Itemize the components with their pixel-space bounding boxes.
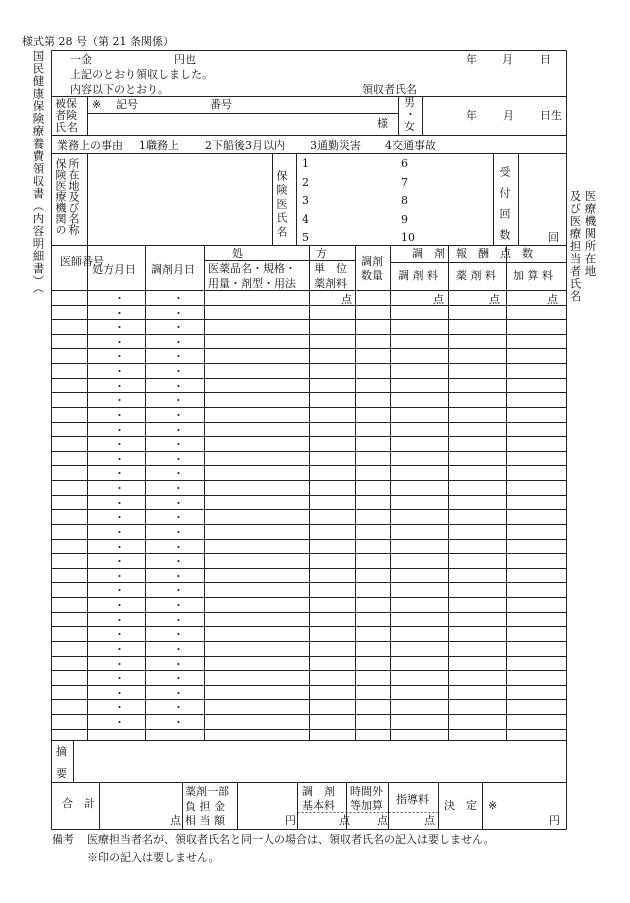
cause-option-1: 1職務上	[139, 139, 179, 152]
overtime-label-1: 時間外	[350, 785, 383, 798]
date-separator-dot: ・	[114, 555, 125, 568]
doctor-number-8: 8	[401, 194, 408, 207]
total-label: 合 計	[62, 797, 95, 810]
cause-option-3: 3通勤災害	[310, 139, 361, 152]
date-separator-dot: ・	[173, 701, 184, 714]
date-separator-dot: ・	[114, 672, 125, 685]
guidance-point-unit: 点	[424, 814, 435, 827]
date-separator-dot: ・	[173, 409, 184, 422]
date-separator-dot: ・	[114, 467, 125, 480]
date-separator-dot: ・	[114, 658, 125, 671]
decision-mark: ※	[488, 799, 498, 812]
points-header: 調 剤 報 酬 点 数	[412, 247, 533, 260]
birth-year-label: 年	[466, 109, 477, 122]
receipt-day-label: 日	[540, 53, 551, 66]
insured-label-3: 氏	[55, 121, 66, 134]
date-separator-dot: ・	[114, 409, 125, 422]
date-separator-dot: ・	[114, 526, 125, 539]
insured-label-1: 被保	[55, 97, 77, 110]
date-separator-dot: ・	[173, 599, 184, 612]
decision-label: 決 定	[444, 799, 477, 812]
receipt-count-label: 受付回数	[498, 166, 511, 250]
summary-label-2: 要	[56, 767, 67, 780]
date-separator-dot: ・	[173, 350, 184, 363]
prescription-header-1: 処	[232, 247, 243, 260]
insured-label-4: 名	[67, 121, 78, 134]
date-separator-dot: ・	[173, 394, 184, 407]
amount-unit: 円也	[174, 53, 196, 66]
date-separator-dot: ・	[114, 584, 125, 597]
date-separator-dot: ・	[114, 336, 125, 349]
notes-line-2: ※印の記入は要しません。	[87, 851, 220, 864]
doctor-label: 保険医氏名	[275, 170, 288, 240]
birth-day-label: 日生	[540, 109, 562, 122]
overtime-label-2: 等加算	[350, 799, 383, 812]
notes-line-1: 医療担当者名が、領収者氏名と同一人の場合は、領収者氏名の記入は要しません。	[87, 833, 495, 846]
date-separator-dot: ・	[114, 380, 125, 393]
sama-label: 様	[377, 117, 388, 130]
number-label: 番号	[210, 98, 232, 111]
date-separator-dot: ・	[114, 350, 125, 363]
date-separator-dot: ・	[173, 365, 184, 378]
date-separator-dot: ・	[173, 321, 184, 334]
basic-fee-label-1: 調 剤	[302, 785, 335, 798]
amount-prefix: 一金	[70, 53, 92, 66]
date-separator-dot: ・	[173, 424, 184, 437]
drug-point-mark: 点	[489, 293, 500, 306]
asterisk-mark: ※	[92, 98, 102, 111]
date-separator-dot: ・	[114, 716, 125, 729]
copay-label-2: 負 担 金	[185, 800, 225, 813]
dispense-date-header: 調剤月日	[151, 263, 195, 276]
receipt-year-label: 年	[466, 53, 477, 66]
basic-point-unit: 点	[339, 814, 350, 827]
prescription-header-2: 方	[316, 247, 327, 260]
date-separator-dot: ・	[114, 599, 125, 612]
form-title: 国民健康保険療養費領収書（内容明細書）（	[31, 50, 46, 295]
doctor-number-4: 4	[302, 213, 309, 226]
institution-label-2: 所在地及び名称	[67, 158, 80, 235]
date-separator-dot: ・	[173, 438, 184, 451]
date-separator-dot: ・	[173, 584, 184, 597]
institution-label-1: 保険医療機関の	[54, 158, 67, 235]
copay-label-3: 相 当 額	[185, 814, 225, 827]
date-separator-dot: ・	[173, 628, 184, 641]
date-separator-dot: ・	[173, 307, 184, 320]
sex-male: 男	[404, 96, 415, 109]
date-separator-dot: ・	[114, 497, 125, 510]
doctor-name-label: 及び医療担当者氏名	[568, 190, 583, 303]
cause-option-4: 4交通事故	[385, 139, 436, 152]
date-separator-dot: ・	[173, 541, 184, 554]
date-separator-dot: ・	[114, 570, 125, 583]
date-separator-dot: ・	[114, 307, 125, 320]
birth-month-label: 月	[503, 109, 514, 122]
date-separator-dot: ・	[173, 497, 184, 510]
unit-point-mark: 点	[341, 293, 352, 306]
cause-label: 業務上の事由	[57, 139, 123, 152]
add-fee-header: 加 算 料	[513, 269, 553, 282]
unit-header-1: 単 位	[314, 262, 347, 275]
date-separator-dot: ・	[114, 628, 125, 641]
date-separator-dot: ・	[114, 511, 125, 524]
total-point-unit: 点	[170, 814, 181, 827]
date-separator-dot: ・	[114, 394, 125, 407]
unit-header-2: 薬剤料	[314, 277, 347, 290]
doctor-number-1: 1	[302, 157, 309, 170]
date-separator-dot: ・	[173, 482, 184, 495]
symbol-label: 記号	[116, 98, 138, 111]
date-separator-dot: ・	[173, 658, 184, 671]
sex-female: 女	[404, 120, 415, 133]
qty-header-2: 数量	[361, 269, 383, 282]
doctor-number-3: 3	[302, 194, 309, 207]
date-separator-dot: ・	[173, 614, 184, 627]
date-separator-dot: ・	[114, 321, 125, 334]
date-separator-dot: ・	[114, 482, 125, 495]
date-separator-dot: ・	[173, 687, 184, 700]
receipt-statement: 上記のとおり領収しました。	[70, 68, 213, 81]
dispense-fee-header: 調 剤 料	[398, 269, 438, 282]
rx-date-header: 処方月日	[92, 263, 136, 276]
date-separator-dot: ・	[173, 453, 184, 466]
date-separator-dot: ・	[114, 687, 125, 700]
copay-yen: 円	[285, 814, 296, 827]
insured-label-2: 者険	[55, 109, 77, 122]
copay-label-1: 薬剤一部	[185, 785, 229, 798]
recipient-name-label: 領収者氏名	[362, 83, 417, 96]
doctor-number-10: 10	[401, 231, 415, 244]
overtime-point-unit: 点	[377, 814, 388, 827]
doctor-number-7: 7	[401, 176, 408, 189]
date-separator-dot: ・	[114, 701, 125, 714]
date-separator-dot: ・	[173, 716, 184, 729]
cause-option-2: 2下船後3月以内	[205, 139, 285, 152]
drug-info-header-2: 用量・剤型・用法	[208, 277, 296, 290]
date-separator-dot: ・	[114, 365, 125, 378]
notes-label: 備考	[52, 833, 74, 846]
doctor-number-2: 2	[302, 176, 309, 189]
date-separator-dot: ・	[114, 424, 125, 437]
basic-fee-label-2: 基本料	[302, 799, 335, 812]
receipt-month-label: 月	[502, 53, 513, 66]
date-separator-dot: ・	[173, 555, 184, 568]
doctor-number-6: 6	[401, 157, 408, 170]
date-separator-dot: ・	[114, 453, 125, 466]
date-separator-dot: ・	[173, 672, 184, 685]
drug-info-header-1: 医薬品名・規格・	[208, 262, 296, 275]
decision-yen: 円	[549, 814, 560, 827]
date-separator-dot: ・	[114, 614, 125, 627]
doctor-number-5: 5	[302, 231, 309, 244]
date-separator-dot: ・	[173, 380, 184, 393]
drug-fee-header: 薬 剤 料	[456, 269, 496, 282]
add-point-mark: 点	[547, 293, 558, 306]
date-separator-dot: ・	[173, 336, 184, 349]
doctor-no-header-1: 医師番号	[60, 255, 104, 268]
date-separator-dot: ・	[114, 292, 125, 305]
date-separator-dot: ・	[114, 541, 125, 554]
receipt-count-unit: 回	[548, 231, 559, 244]
date-separator-dot: ・	[114, 643, 125, 656]
form-number: 様式第 28 号（第 21 条関係）	[22, 35, 174, 48]
receipt-detail-note: 内容以下のとおり。	[70, 83, 169, 96]
date-separator-dot: ・	[173, 526, 184, 539]
qty-header-1: 調剤	[361, 255, 383, 268]
date-separator-dot: ・	[114, 438, 125, 451]
date-separator-dot: ・	[173, 467, 184, 480]
summary-label-1: 摘	[56, 745, 67, 758]
date-separator-dot: ・	[173, 292, 184, 305]
date-separator-dot: ・	[173, 643, 184, 656]
doctor-number-9: 9	[401, 213, 408, 226]
institution-address-label: 医療機関所在地	[583, 190, 598, 278]
sex-separator: ・	[405, 108, 416, 121]
dispense-point-mark: 点	[433, 293, 444, 306]
date-separator-dot: ・	[173, 570, 184, 583]
guidance-label: 指導料	[396, 793, 429, 806]
date-separator-dot: ・	[173, 511, 184, 524]
